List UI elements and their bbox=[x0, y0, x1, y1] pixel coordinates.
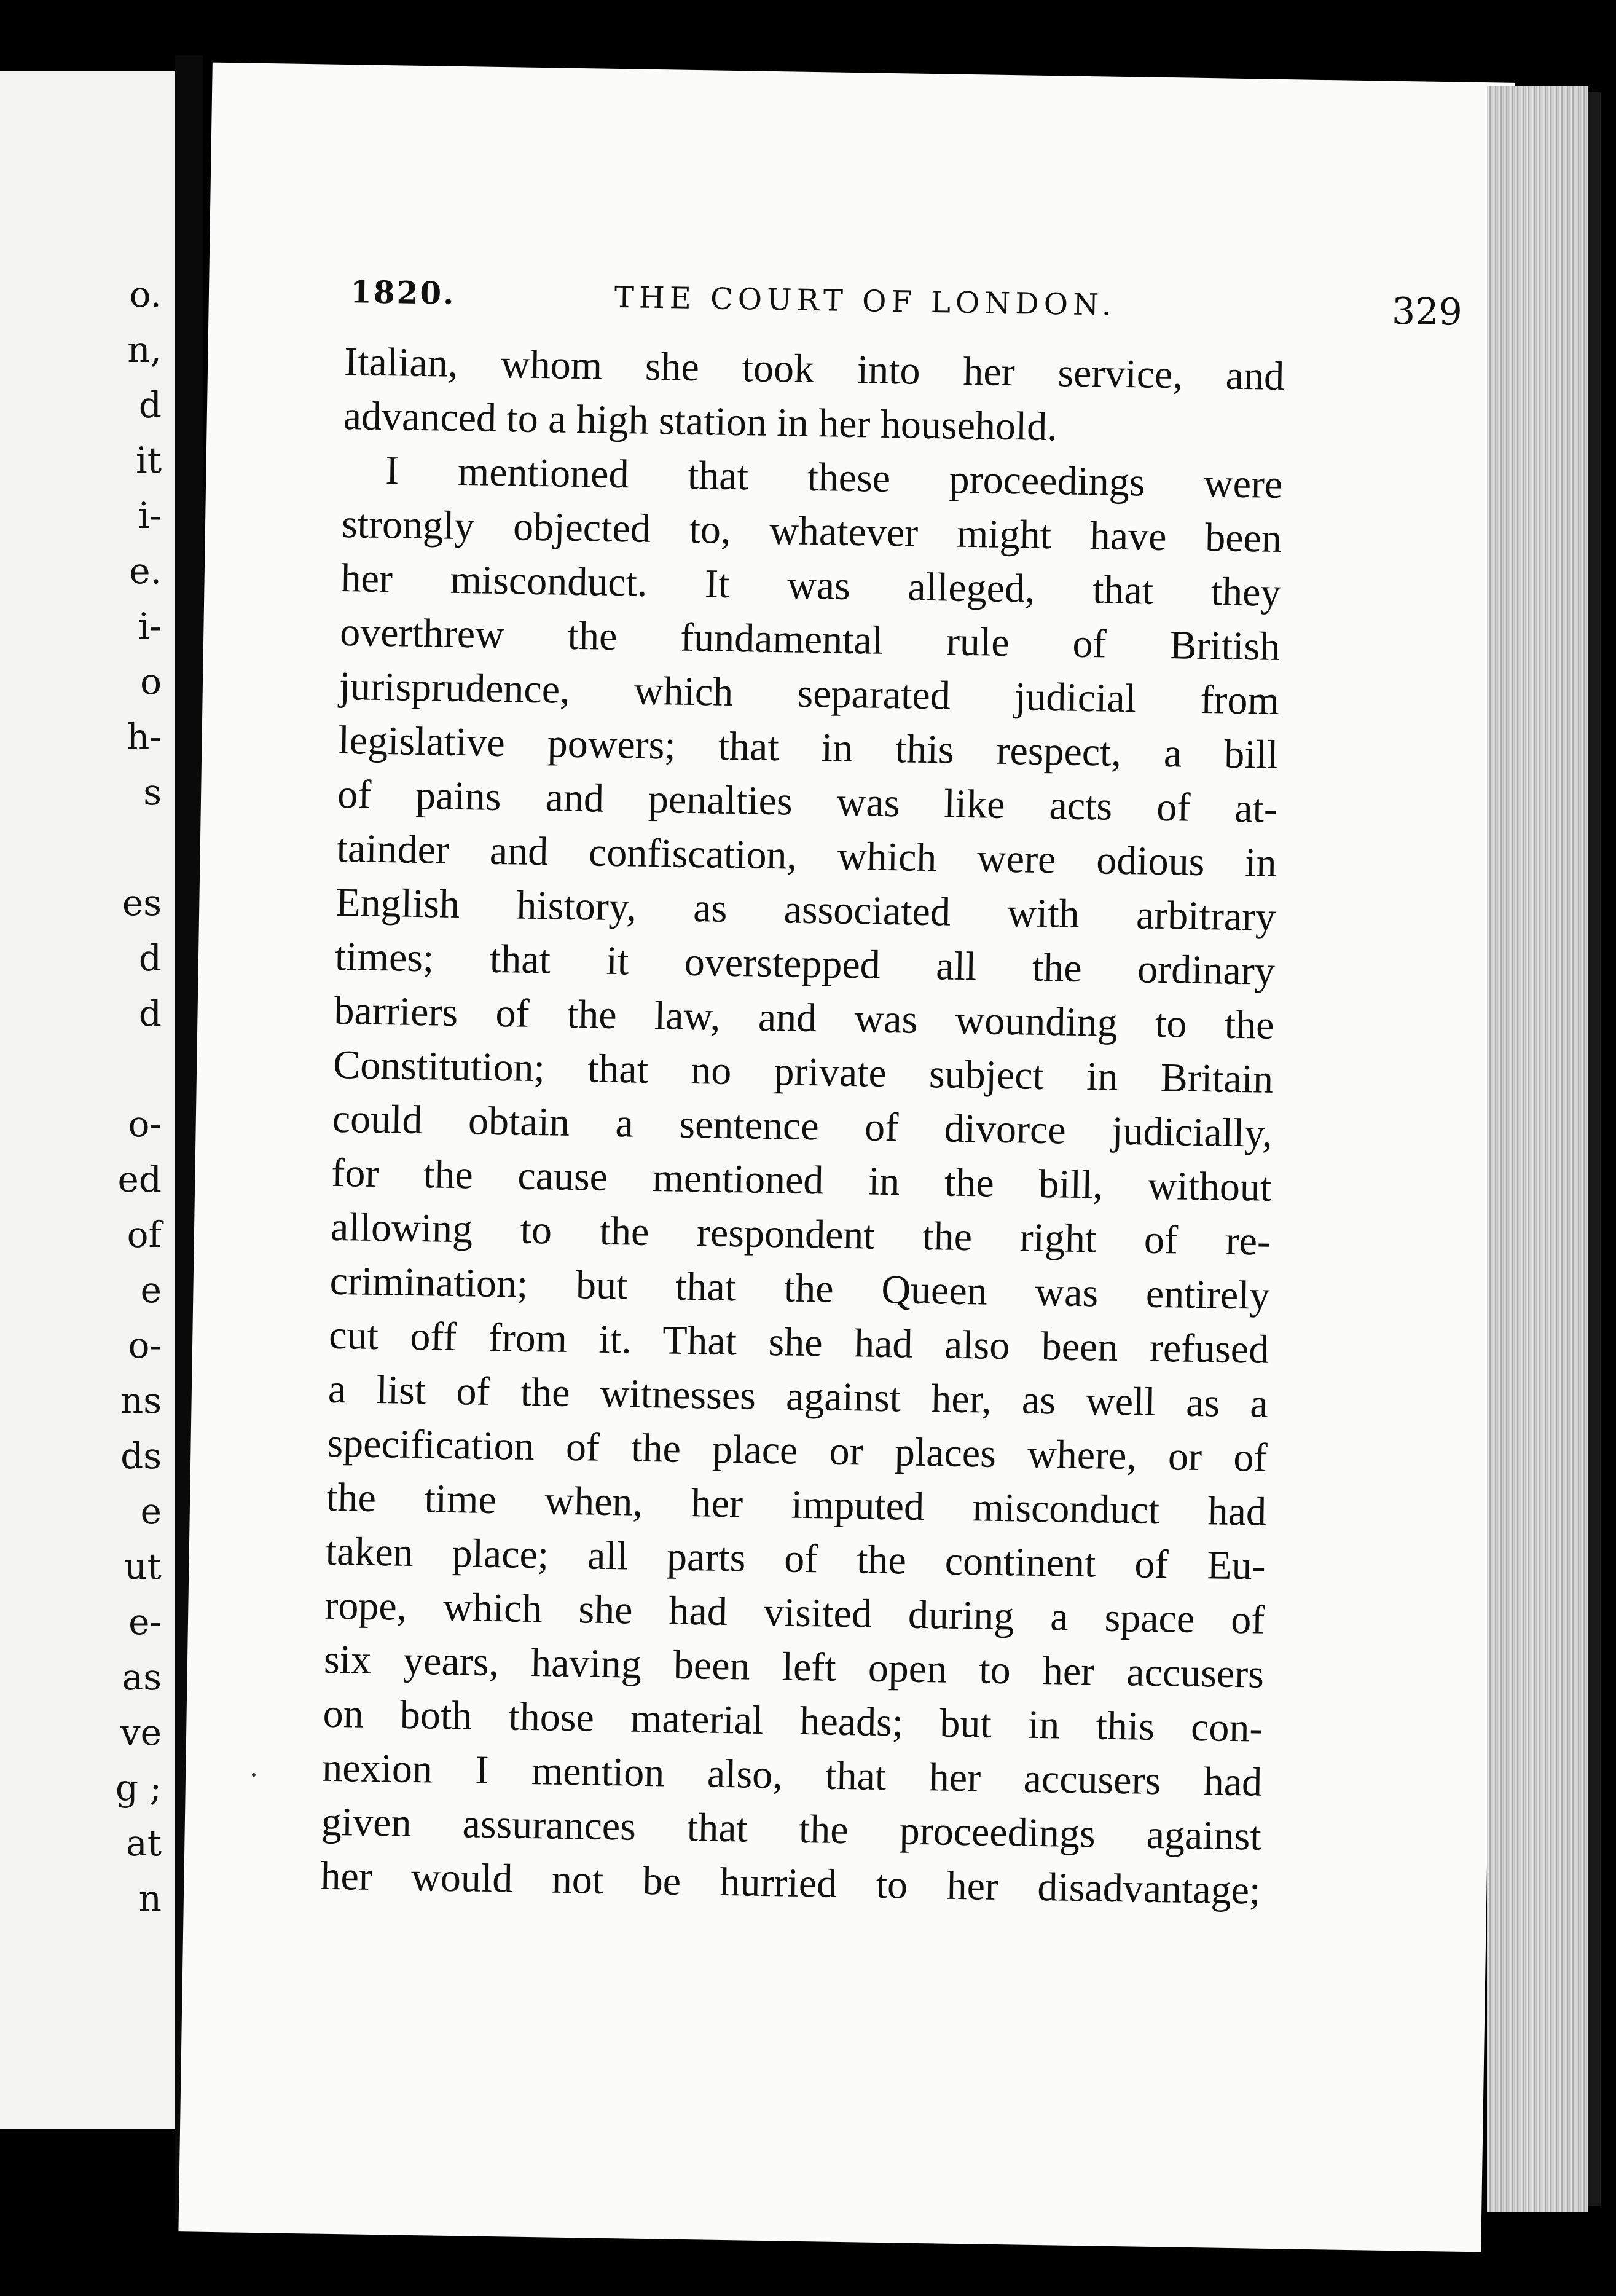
facing-page-fragment: of bbox=[127, 1214, 162, 1256]
page-number: 329 bbox=[1391, 289, 1463, 334]
text-line: legislative powers; that in this respect, a bill bbox=[337, 717, 1279, 777]
text-line: her would not be hurried to her disadvantage; bbox=[320, 1853, 1261, 1913]
facing-page-fragment: e bbox=[140, 1269, 162, 1311]
facing-page-fragment: o bbox=[140, 661, 162, 702]
text-line: rope, which she had visited during a space of bbox=[324, 1582, 1265, 1643]
text-line: a list of the witnesses against her, as well as a bbox=[328, 1366, 1269, 1426]
text-line: nexion I mention also, that her accusers had bbox=[321, 1745, 1263, 1805]
text-line: times; that it overstepped all the ordinary bbox=[334, 934, 1276, 994]
text-line: Constitution; that no private subject in Britain bbox=[332, 1042, 1274, 1102]
text-line: Italian, whom she took into her service, and bbox=[343, 339, 1285, 399]
text-line: of pains and penalties was like acts of at- bbox=[337, 771, 1278, 832]
book-page bbox=[178, 63, 1515, 2252]
facing-page-fragment: e- bbox=[128, 1601, 162, 1643]
running-head bbox=[350, 273, 1475, 340]
text-line: given assurances that the proceedings against bbox=[321, 1799, 1262, 1859]
facing-page-fragment: d bbox=[138, 384, 162, 426]
facing-page-fragment: ve bbox=[120, 1712, 162, 1753]
text-line: allowing to the respondent the right of re- bbox=[330, 1204, 1271, 1264]
text-line: the time when, her imputed misconduct had bbox=[326, 1474, 1267, 1535]
text-line: cut off from it. That she had also been refused bbox=[328, 1312, 1269, 1372]
text-line: taken place; all parts of the continent of Eu- bbox=[325, 1528, 1266, 1589]
facing-page-fragment: s bbox=[143, 771, 162, 813]
text-line: for the cause mentioned in the bill, without bbox=[331, 1150, 1272, 1210]
text-line: I mentioned that these proceedings were bbox=[385, 448, 1283, 508]
text-line: overthrew the fundamental rule of British bbox=[339, 609, 1281, 669]
text-line: six years, having been left open to her accusers bbox=[323, 1637, 1265, 1697]
facing-page-fragment: i- bbox=[138, 495, 162, 537]
ink-speck bbox=[252, 1773, 256, 1777]
facing-page-fragment: e. bbox=[129, 550, 162, 592]
book-cover-edge bbox=[1588, 92, 1601, 2206]
text-line: her misconduct. It was alleged, that they bbox=[340, 555, 1282, 615]
facing-page-fragment: e bbox=[140, 1490, 162, 1532]
text-line: could obtain a sentence of divorce judicially, bbox=[332, 1096, 1273, 1156]
text-line: tainder and confiscation, which were odious in bbox=[336, 825, 1277, 886]
facing-page-fragment: o- bbox=[128, 1103, 162, 1145]
page-fore-edge bbox=[1487, 86, 1588, 2212]
text-line: advanced to a high station in her household. bbox=[343, 393, 1058, 450]
text-line: jurisprudence, which separated judicial from bbox=[339, 663, 1280, 723]
text-line: strongly objected to, whatever might have been bbox=[341, 501, 1282, 561]
text-line: English history, as associated with arbitrary bbox=[335, 879, 1276, 940]
facing-page-fragment: ds bbox=[120, 1435, 162, 1477]
facing-page-fragment: it bbox=[136, 439, 162, 481]
facing-page-fragment: n, bbox=[127, 329, 162, 371]
facing-page-fragment: g ; bbox=[115, 1767, 162, 1809]
facing-page-fragment: es bbox=[122, 882, 162, 924]
running-head-title: THE COURT OF LONDON. bbox=[614, 280, 1116, 323]
facing-page-fragment: ut bbox=[124, 1546, 162, 1587]
facing-page-fragment: d bbox=[138, 937, 162, 979]
body-text bbox=[320, 335, 1285, 1918]
facing-page-fragment: o. bbox=[129, 273, 162, 315]
text-line: specification of the place or places where, or of bbox=[327, 1420, 1268, 1480]
facing-page-fragment: i- bbox=[138, 605, 162, 647]
running-head-year: 1820. bbox=[350, 273, 457, 312]
facing-page-fragment: d bbox=[138, 993, 162, 1034]
text-line: crimination; but that the Queen was entirely bbox=[329, 1258, 1271, 1318]
facing-page-fragment: ns bbox=[120, 1380, 162, 1421]
facing-page-fragment: as bbox=[122, 1656, 162, 1698]
facing-page-fragment: at bbox=[126, 1822, 162, 1864]
text-line: barriers of the law, and was wounding to the bbox=[334, 988, 1275, 1048]
facing-page-fragment: ed bbox=[117, 1158, 162, 1200]
facing-page-left bbox=[0, 71, 175, 2129]
facing-page-fragment: n bbox=[138, 1877, 162, 1919]
facing-page-fragment: h- bbox=[127, 716, 162, 758]
text-line: on both those material heads; but in this con- bbox=[323, 1691, 1264, 1751]
facing-page-fragment: o- bbox=[128, 1324, 162, 1366]
